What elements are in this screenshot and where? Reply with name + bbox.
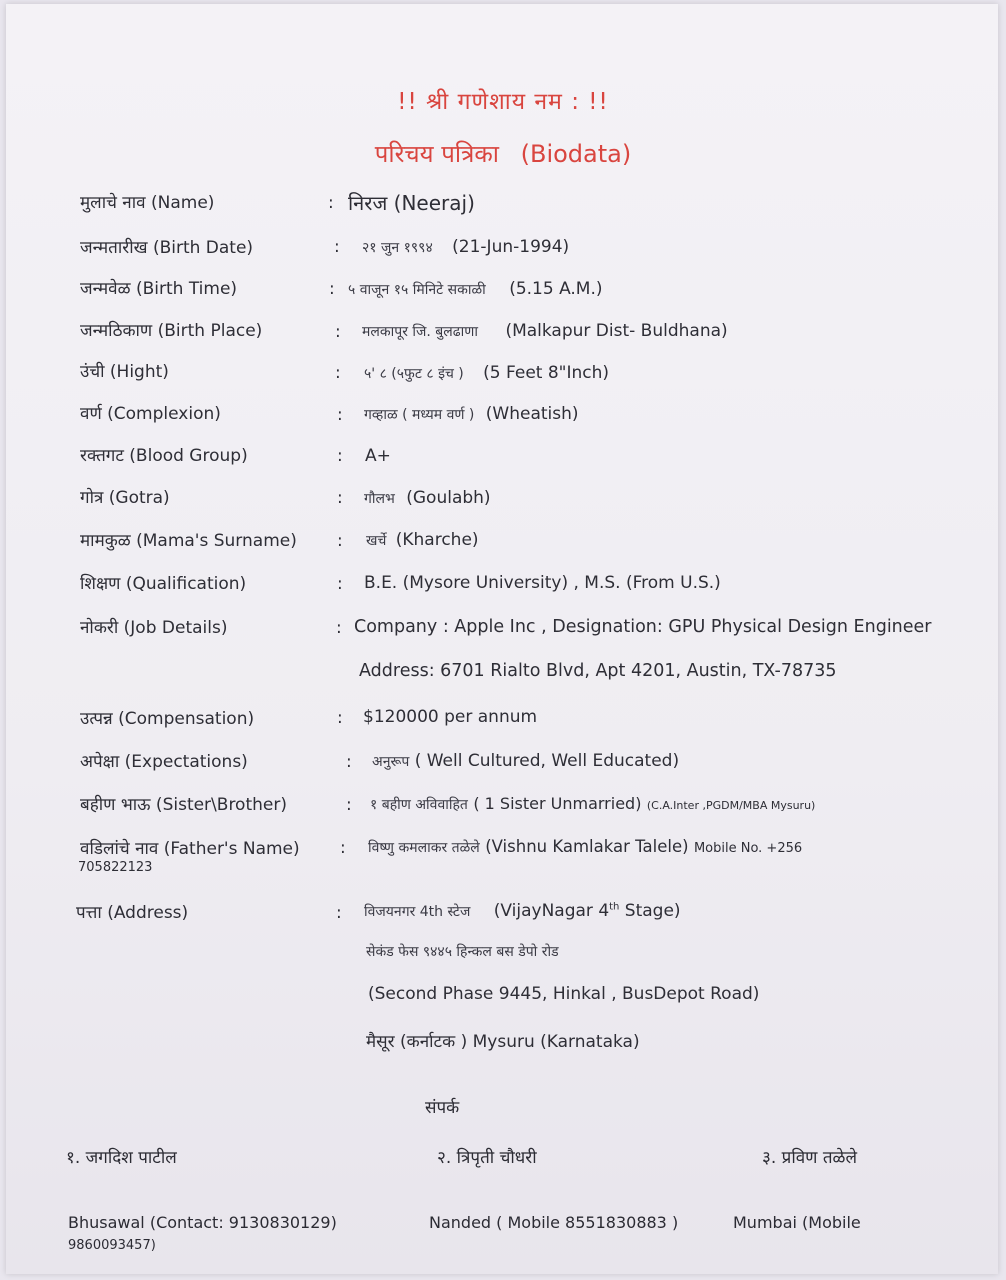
field-label-compensation: उत्पन्न (Compensation) [80, 709, 255, 729]
address-line-2: (Second Phase 9445, Hinkal , BusDepot Road) [368, 984, 760, 1004]
field-value-compensation: $120000 per annum [363, 707, 538, 727]
colon: : [346, 795, 352, 815]
father-mobile-cont: 705822123 [78, 860, 153, 875]
colon: : [337, 574, 343, 594]
colon: : [337, 488, 343, 508]
address-line-1: सेकंड फेस ९४४५ हिन्कल बस डेपो रोड [366, 944, 559, 960]
colon: : [346, 752, 352, 772]
field-value-address: विजयनगर 4th स्टेज (VijayNagar 4th Stage) [364, 901, 681, 921]
field-value-birth-place: मलकापूर जि. बुलढाणा (Malkapur Dist- Buldhana) [362, 321, 728, 341]
colon: : [328, 193, 334, 213]
field-value-siblings: १ बहीण अविवाहित ( 1 Sister Unmarried) (C.A.Inter ,PGDM/MBA Mysuru) [370, 794, 816, 813]
field-value-birth-date: २१ जुन १९९४ (21-Jun-1994) [362, 237, 570, 257]
field-value-gotra: गौलभ (Goulabh) [364, 488, 491, 508]
field-label-complexion: वर्ण (Complexion) [80, 404, 221, 424]
field-value-qualification: B.E. (Mysore University) , M.S. (From U.S.) [364, 573, 721, 593]
title-marathi: परिचय पत्रिका [374, 140, 499, 168]
address-line-3: मैसूर (कर्नाटक ) Mysuru (Karnataka) [366, 1032, 640, 1052]
contact-city-3: Mumbai (Mobile [733, 1213, 861, 1232]
field-value-mama-surname: खर्चे (Kharche) [366, 530, 479, 550]
field-value-height: ५' ८ (५फुट ८ इंच ) (5 Feet 8"Inch) [364, 363, 610, 383]
field-value-job: Company : Apple Inc , Designation: GPU Physical Design Engineer [354, 617, 932, 637]
colon: : [336, 618, 342, 638]
contact-heading: संपर्क [425, 1098, 460, 1118]
colon: : [336, 903, 342, 923]
field-value-expectations: अनुरूप ( Well Cultured, Well Educated) [372, 751, 680, 771]
field-label-mama-surname: मामकुळ (Mama's Surname) [80, 531, 297, 551]
field-label-height: उंची (Hight) [80, 362, 169, 382]
field-value-blood-group: A+ [365, 446, 391, 466]
job-address: Address: 6701 Rialto Blvd, Apt 4201, Austin, TX-78735 [359, 661, 837, 681]
field-label-gotra: गोत्र (Gotra) [80, 488, 170, 508]
field-label-job: नोकरी (Job Details) [80, 618, 228, 638]
field-label-father: वडिलांचे नाव (Father's Name) [80, 839, 300, 859]
field-value-father: विष्णु कमलाकर तळेले (Vishnu Kamlakar Talele) Mobile No. +256 [368, 837, 803, 856]
field-label-birth-date: जन्मतारीख (Birth Date) [80, 238, 254, 258]
contact-city-2: Nanded ( Mobile 8551830883 ) [429, 1213, 679, 1232]
contact-city-1: Bhusawal (Contact: 9130830129) [68, 1213, 337, 1232]
field-label-siblings: बहीण भाऊ (Sister\Brother) [80, 795, 287, 815]
invocation-header: !! श्री गणेशाय नम : !! [397, 89, 609, 115]
colon: : [335, 322, 341, 342]
colon: : [334, 237, 340, 257]
colon: : [337, 405, 343, 425]
title-english: (Biodata) [520, 140, 632, 168]
field-label-birth-time: जन्मवेळ (Birth Time) [80, 279, 238, 299]
contact-name-2: २. त्रिपृती चौधरी [437, 1148, 537, 1168]
field-value-birth-time: ५ वाजून १५ मिनिटे सकाळी (5.15 A.M.) [348, 279, 603, 299]
field-label-expectations: अपेक्षा (Expectations) [80, 752, 248, 772]
sister-note: (C.A.Inter ,PGDM/MBA Mysuru) [646, 799, 816, 812]
biodata-title [0, 137, 1006, 170]
father-mobile: Mobile No. +256 [693, 841, 803, 856]
colon: : [337, 446, 343, 466]
contact-extra: 9860093457) [68, 1238, 156, 1253]
field-label-name: मुलाचे नाव (Name) [80, 193, 215, 213]
contact-name-1: १. जगदिश पाटील [66, 1148, 177, 1168]
colon: : [335, 363, 341, 383]
field-label-blood-group: रक्तगट (Blood Group) [80, 446, 248, 466]
field-label-birth-place: जन्मठिकाण (Birth Place) [80, 321, 263, 341]
colon: : [340, 838, 346, 858]
field-label-address: पत्ता (Address) [76, 903, 189, 923]
field-value-name: निरज (Neeraj) [348, 191, 475, 215]
colon: : [337, 531, 343, 551]
colon: : [329, 279, 335, 299]
colon: : [337, 708, 343, 728]
contact-name-3: ३. प्रविण तळेले [762, 1148, 858, 1168]
field-label-qualification: शिक्षण (Qualification) [80, 574, 247, 594]
field-value-complexion: गव्हाळ ( मध्यम वर्ण ) (Wheatish) [364, 404, 579, 424]
